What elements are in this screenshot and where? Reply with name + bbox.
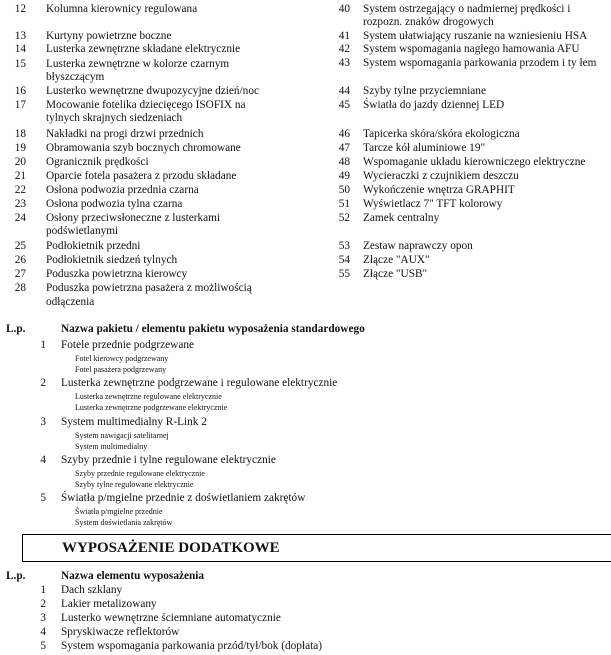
package-number: 4 — [40, 454, 46, 466]
right-row-text: rozpozn. znaków drogowych — [363, 16, 494, 28]
right-row-number: 55 — [338, 268, 350, 280]
section-top-rule — [22, 534, 611, 535]
package-number: 1 — [40, 339, 46, 351]
left-row-number: 26 — [14, 254, 26, 266]
right-row-text: Zestaw naprawczy opon — [363, 240, 473, 252]
left-row-text: odłączenia — [46, 296, 95, 308]
right-row-number: 40 — [338, 3, 350, 15]
left-row-text: Poduszka powietrzna kierowcy — [46, 268, 188, 280]
right-row-number: 48 — [338, 156, 350, 168]
left-row-text: Nakładki na progi drzwi przednich — [46, 128, 204, 140]
right-row-number: 49 — [338, 170, 350, 182]
extras-text: Dach szklany — [61, 584, 123, 596]
right-row-text: Złącze "USB" — [363, 268, 428, 280]
left-row-text: Osłona podwozia przednia czarna — [46, 184, 199, 196]
package-number: 2 — [40, 377, 46, 389]
package-subitem: Szyby tylne regulowane elektrycznie — [75, 480, 194, 489]
section-title: WYPOSAŻENIE DODATKOWE — [62, 540, 280, 556]
package-number: 3 — [40, 416, 46, 428]
left-row-number: 24 — [14, 212, 26, 224]
left-row-number: 12 — [14, 3, 26, 15]
left-row-number: 20 — [14, 156, 26, 168]
right-row-text: Złącze "AUX" — [363, 254, 430, 266]
extras-number: 5 — [40, 640, 46, 652]
package-subitem: Lusterka zewnętrzne podgrzewane elektrycznie — [75, 403, 228, 412]
package-title: Lusterka zewnętrzne podgrzewane i regulowane elektrycznie — [61, 377, 338, 389]
left-row-text: błyszczącym — [46, 71, 105, 83]
right-row-text: Tarcze kół aluminiowe 19" — [363, 142, 486, 154]
package-title: Fotele przednie podgrzewane — [61, 339, 194, 351]
left-row-text: Mocowanie fotelika dziecięcego ISOFIX na — [46, 99, 246, 111]
extras-number: 3 — [40, 612, 46, 624]
right-row-number: 41 — [338, 30, 350, 42]
left-row-text: podświetlanymi — [46, 225, 119, 237]
left-row-number: 19 — [14, 142, 26, 154]
extras-text: Lusterko wewnętrzne ściemniane automatycznie — [61, 612, 281, 624]
left-row-text: Ogranicznik prędkości — [46, 156, 149, 168]
left-row-text: Kurtyny powietrzne boczne — [46, 30, 172, 42]
right-row-number: 46 — [338, 128, 350, 140]
left-row-number: 25 — [14, 240, 26, 252]
right-row-text: System ostrzegający o nadmiernej prędkości i — [363, 3, 571, 15]
package-subitem: System multimedialny — [75, 442, 148, 451]
right-row-number: 52 — [338, 212, 350, 224]
right-row-number: 42 — [338, 43, 350, 55]
right-row-text: Wykończenie wnętrza GRAPHIT — [363, 184, 515, 196]
left-row-number: 16 — [14, 85, 26, 97]
package-subitem: Światła p/mgielne przednie — [75, 507, 163, 516]
left-row-text: Lusterka zewnętrzne składane elektrycznie — [46, 43, 241, 55]
package-subitem: System doświetlania zakrętów — [75, 518, 173, 527]
right-row-text: Zamek centralny — [363, 212, 440, 224]
extras-text: System wspomagania parkowania przód/tył/bok (dopłata) — [61, 640, 323, 652]
left-row-text: Lusterko wewnętrzne dwupozycyjne dzień/noc — [46, 85, 259, 97]
right-row-text: System wspomagania parkowania przodem i ty łem — [363, 57, 597, 69]
extras-text: Spryskiwacze reflektorów — [61, 626, 180, 638]
right-row-text: Wyświetlacz 7" TFT kolorowy — [363, 198, 503, 210]
package-subitem: System nawigacji satelitarnej — [75, 431, 169, 440]
extras-text: Lakier metalizowany — [61, 598, 157, 610]
left-row-text: Podłokietnik siedzeń tylnych — [46, 254, 178, 266]
package-subitem: Fotel pasażera podgrzewany — [75, 365, 167, 374]
left-row-text: Obramowania szyb bocznych chromowane — [46, 142, 241, 154]
right-row-text: System wspomagania nagłego hamowania AFU — [363, 43, 580, 55]
extras-header-title: Nazwa elementu wyposażenia — [61, 570, 205, 582]
extras-number: 1 — [40, 584, 46, 596]
section-bottom-rule — [22, 561, 611, 562]
right-row-number: 54 — [338, 254, 350, 266]
right-row-number: 53 — [338, 240, 350, 252]
package-subitem: Szyby przednie regulowane elektrycznie — [75, 469, 205, 478]
left-row-number: 28 — [14, 282, 26, 294]
left-row-text: Podłokietnik przedni — [46, 240, 141, 252]
package-title: System multimedialny R-Link 2 — [61, 416, 207, 428]
left-row-text: Oparcie fotela pasażera z przodu składane — [46, 170, 237, 182]
package-number: 5 — [40, 492, 46, 504]
section-left-rule — [22, 534, 23, 562]
extras-number: 2 — [40, 598, 46, 610]
right-row-text: Światła do jazdy dziennej LED — [363, 99, 505, 111]
left-row-text: Lusterka zewnętrzne w kolorze czarnym — [46, 58, 230, 70]
left-row-number: 14 — [14, 43, 26, 55]
packages-header-lp: L.p. — [6, 323, 26, 335]
packages-header-title: Nazwa pakietu / elementu pakietu wyposażenia standardowego — [61, 323, 365, 335]
right-row-text: Wspomaganie układu kierowniczego elektryczne — [363, 156, 586, 168]
left-row-number: 17 — [14, 99, 26, 111]
left-row-number: 23 — [14, 198, 26, 210]
left-row-number: 15 — [14, 58, 26, 70]
left-row-number: 21 — [14, 170, 26, 182]
right-row-number: 51 — [338, 198, 350, 210]
left-row-text: Poduszka powietrzna pasażera z możliwością — [46, 282, 252, 294]
left-row-text: Osłony przeciwsłoneczne z lusterkami — [46, 212, 221, 224]
extras-number: 4 — [40, 626, 46, 638]
right-row-text: Szyby tylne przyciemniane — [363, 85, 486, 97]
right-row-number: 50 — [338, 184, 350, 196]
left-row-number: 18 — [14, 128, 26, 140]
left-row-number: 27 — [14, 268, 26, 280]
left-row-number: 22 — [14, 184, 26, 196]
left-row-text: Osłona podwozia tylna czarna — [46, 198, 183, 210]
left-row-number: 13 — [14, 30, 26, 42]
package-subitem: Lusterka zewnętrzne regulowane elektrycznie — [75, 392, 222, 401]
package-title: Szyby przednie i tylne regulowane elektrycznie — [61, 454, 276, 466]
package-subitem: Fotel kierowcy podgrzewany — [75, 354, 169, 363]
right-row-number: 45 — [338, 99, 350, 111]
right-row-text: Tapicerka skóra/skóra ekologiczna — [363, 128, 520, 140]
right-row-number: 43 — [338, 57, 350, 69]
package-title: Światła p/mgielne przednie z doświetlaniem zakrętów — [61, 492, 306, 504]
right-row-number: 47 — [338, 142, 350, 154]
left-row-text: Kolumna kierownicy regulowana — [46, 3, 198, 15]
left-row-text: tylnych skrajnych siedzeniach — [46, 112, 183, 124]
extras-header-lp: L.p. — [6, 570, 26, 582]
right-row-number: 44 — [338, 85, 350, 97]
right-row-text: Wycieraczki z czujnikiem deszczu — [363, 170, 519, 182]
right-row-text: System ułatwiający ruszanie na wzniesieniu HSA — [363, 30, 588, 42]
